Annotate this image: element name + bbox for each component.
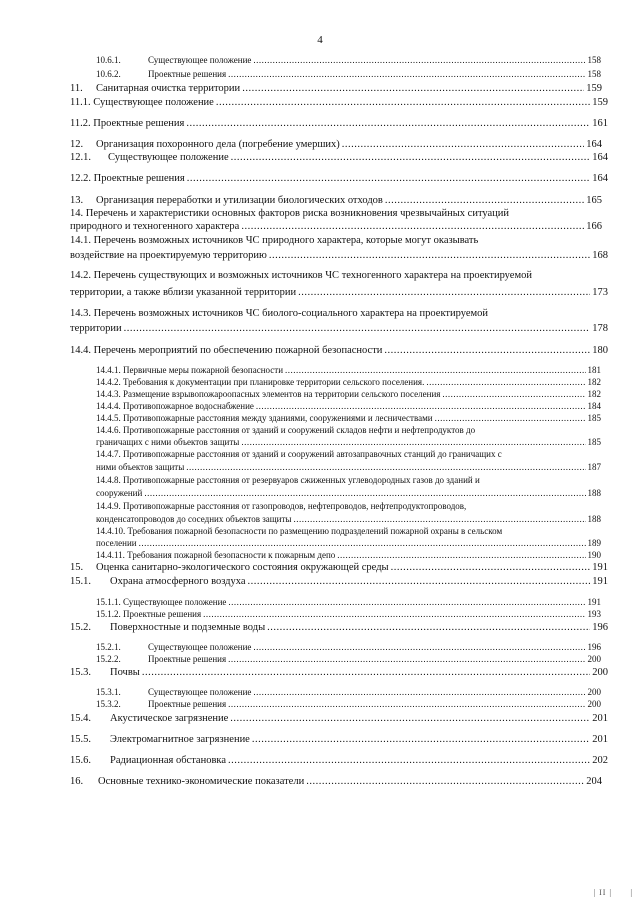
toc-entry-number: 15.3.2.	[96, 699, 121, 709]
toc-entry-page: 184	[587, 401, 601, 411]
toc-entry-title: воздействие на проектируемую территорию	[70, 250, 267, 261]
dot-leader	[241, 438, 585, 447]
toc-entry-14-1[interactable]	[70, 251, 608, 262]
dot-leader	[384, 346, 590, 357]
toc-entry-number: 15.2.	[70, 622, 91, 633]
toc-entry-title: Поверхностные и подземные воды	[110, 622, 266, 633]
toc-entry-page: 201	[592, 713, 608, 724]
toc-entry-number: 15.5.	[70, 734, 91, 745]
toc-entry-number: 15.	[70, 562, 84, 573]
toc-entry-14-3[interactable]	[70, 324, 608, 335]
toc-entry-15-2[interactable]	[70, 623, 608, 634]
toc-entry-15-2-1[interactable]	[96, 643, 601, 652]
toc-entry-title: Оценка санитарно-экологического состояния окружающей среды	[96, 562, 389, 573]
dot-leader	[253, 56, 585, 65]
toc-entry-title: ними объектов защиты	[96, 462, 185, 472]
toc-entry-14-4-11[interactable]	[96, 551, 601, 560]
toc-entry-page: 178	[592, 323, 608, 334]
dot-leader	[231, 153, 591, 164]
toc-entry-14-2[interactable]	[70, 288, 608, 299]
toc-entry-page: 168	[592, 250, 608, 261]
dot-leader	[442, 390, 585, 399]
toc-entry-page: 188	[587, 488, 601, 498]
toc-entry-12-1[interactable]	[70, 153, 608, 164]
dot-leader	[435, 414, 586, 423]
toc-entry-number: 15.4.	[70, 713, 91, 724]
toc-entry-15-2-2[interactable]	[96, 655, 601, 664]
toc-entry-page: 173	[592, 287, 608, 298]
toc-entry-page: 202	[592, 755, 608, 766]
toc-entry-12[interactable]	[70, 140, 602, 151]
toc-entry-page: 204	[586, 776, 602, 787]
toc-entry-number: 15.6.	[70, 755, 91, 766]
toc-entry-14-4-7[interactable]	[96, 463, 601, 472]
toc-entry-title: 14.4.3. Размещение взрывопожароопасных элементов на территории сельского поселения	[96, 389, 441, 399]
toc-entry-page: 185	[587, 413, 601, 423]
toc-entry-14-3-line1[interactable]: 14.3. Перечень возможных источников ЧС биолого-социального характера на проектируемой	[70, 308, 489, 319]
toc-entry-15-6[interactable]	[70, 756, 608, 767]
toc-entry-title: Радиационная обстановка	[110, 755, 227, 766]
toc-entry-number: 15.3.	[70, 667, 91, 678]
toc-entry-15[interactable]	[70, 563, 608, 574]
toc-entry-14-4-7-line1[interactable]: 14.4.7. Противопожарные расстояния от зданий и сооружений автозаправочных станций до граничащих с	[96, 449, 502, 459]
toc-entry-title: Основные технико-экономические показатели	[98, 776, 305, 787]
dot-leader	[228, 700, 585, 709]
toc-entry-14-4-6-line1[interactable]: 14.4.6. Противопожарные расстояния от зданий и сооружений складов нефти и нефтепродуктов до	[96, 425, 476, 435]
dot-leader	[298, 288, 590, 299]
dot-leader	[187, 174, 591, 185]
toc-entry-title: конденсатопроводов до соседних объектов защиты	[96, 514, 292, 524]
toc-entry-page: 200	[587, 654, 601, 664]
toc-entry-number: 16.	[70, 776, 84, 787]
toc-entry-14-1-line1[interactable]: 14.1. Перечень возможных источников ЧС природного характера, которые могут оказывать	[70, 235, 479, 246]
toc-entry-15-3-2[interactable]	[96, 700, 601, 709]
toc-entry-title: Организация похоронного дела (погребение умерших)	[96, 139, 340, 150]
toc-entry-12-2[interactable]	[70, 174, 608, 185]
dot-leader	[216, 98, 590, 109]
toc-entry-title: Существующее положение	[148, 642, 252, 652]
toc-entry-title: Существующее положение	[148, 55, 252, 65]
toc-entry-title: Проектные решения	[148, 69, 227, 79]
toc-entry-page: 191	[587, 597, 601, 607]
toc-entry-title: Существующее положение	[148, 687, 252, 697]
toc-entry-14-4-9[interactable]	[96, 515, 601, 524]
toc-entry-number: 15.3.1.	[96, 687, 121, 697]
toc-entry-title: 14.4.2. Требования к документации при планировке территории сельского поселения.	[96, 377, 425, 387]
dot-leader	[139, 539, 586, 548]
dot-leader	[228, 598, 585, 607]
dot-leader	[426, 378, 585, 387]
dot-leader	[230, 714, 590, 725]
page-number: 4	[317, 34, 323, 46]
toc-entry-title: 11.2. Проектные решения	[70, 118, 185, 129]
toc-entry-14-4-3[interactable]	[96, 390, 601, 399]
toc-entry-title: территории, а также вблизи указанной территории	[70, 287, 297, 298]
toc-entry-page: 159	[592, 97, 608, 108]
toc-entry-page: 200	[592, 667, 608, 678]
toc-entry-number: 10.6.2.	[96, 69, 121, 79]
toc-entry-title: сооружений	[96, 488, 143, 498]
dot-leader	[293, 515, 585, 524]
dot-leader	[228, 70, 585, 79]
dot-leader	[242, 84, 584, 95]
toc-entry-11[interactable]	[70, 84, 602, 95]
toc-entry-page: 189	[587, 538, 601, 548]
toc-entry-14-line1[interactable]: 14. Перечень и характеристики основных факторов риска возникновения чрезвычайных ситуаций	[70, 208, 510, 219]
scan-marks: | II |	[593, 888, 612, 897]
toc-entry-title: Организация переработки и утилизации биологических отходов	[96, 195, 383, 206]
toc-entry-title: Электромагнитное загрязнение	[110, 734, 250, 745]
toc-entry-14-4-4[interactable]	[96, 402, 601, 411]
dot-leader	[256, 402, 586, 411]
toc-entry-14-4-6[interactable]	[96, 438, 601, 447]
toc-entry-number: 11.	[70, 83, 83, 94]
toc-entry-number: 15.1.	[70, 576, 91, 587]
toc-entry-page: 182	[587, 389, 601, 399]
dot-leader	[267, 623, 590, 634]
toc-entry-10-6-1[interactable]	[96, 56, 601, 65]
dot-leader	[228, 756, 590, 767]
toc-entry-14-4-10[interactable]	[96, 539, 601, 548]
toc-entry-14-4[interactable]	[70, 346, 608, 357]
toc-entry-title: 14.4. Перечень мероприятий по обеспечению пожарной безопасности	[70, 345, 383, 356]
toc-entry-page: 196	[587, 642, 601, 652]
toc-entry-page: 161	[592, 118, 608, 129]
toc-entry-title: Проектные решения	[148, 654, 227, 664]
toc-entry-15-5[interactable]	[70, 735, 608, 746]
toc-entry-title: Санитарная очистка территории	[96, 83, 241, 94]
dot-leader	[228, 655, 585, 664]
toc-entry-10-6-2[interactable]	[96, 70, 601, 79]
toc-entry-14-2-line1[interactable]: 14.2. Перечень существующих и возможных источников ЧС техногенного характера на проектируемой	[70, 270, 532, 281]
dot-leader	[253, 643, 585, 652]
toc-entry-page: 164	[592, 173, 608, 184]
toc-entry-title: 15.1.1. Существующее положение	[96, 597, 227, 607]
toc-entry-title: Охрана атмосферного воздуха	[110, 576, 246, 587]
toc-entry-page: 201	[592, 734, 608, 745]
dot-leader	[252, 735, 590, 746]
toc-entry-page: 166	[586, 221, 602, 232]
toc-entry-title: 12.2. Проектные решения	[70, 173, 185, 184]
toc-entry-title: Проектные решения	[148, 699, 227, 709]
toc-entry-11-2[interactable]	[70, 119, 608, 130]
toc-entry-15-3-1[interactable]	[96, 688, 601, 697]
dot-leader	[144, 489, 585, 498]
toc-entry-15-1[interactable]	[70, 577, 608, 588]
dot-leader	[306, 777, 584, 788]
toc-entry-15-1-1[interactable]	[96, 598, 601, 607]
toc-entry-14-4-5[interactable]	[96, 414, 601, 423]
toc-entry-16[interactable]	[70, 777, 602, 788]
toc-entry-number: 12.	[70, 139, 84, 150]
toc-entry-number: 12.1.	[70, 152, 91, 163]
toc-entry-number: 15.2.1.	[96, 642, 121, 652]
toc-entry-title: 14.4.4. Противопожарное водоснабжение	[96, 401, 254, 411]
toc-entry-title: Акустическое загрязнение	[110, 713, 229, 724]
dot-leader	[337, 551, 585, 560]
toc-entry-14-4-2[interactable]	[96, 378, 601, 387]
dot-leader	[241, 222, 584, 233]
toc-entry-14[interactable]	[70, 222, 602, 233]
toc-entry-page: 196	[592, 622, 608, 633]
dot-leader	[342, 140, 584, 151]
dot-leader	[391, 563, 591, 574]
toc-entry-page: 193	[587, 609, 601, 619]
toc-entry-page: 182	[587, 377, 601, 387]
toc-entry-number: 13.	[70, 195, 84, 206]
toc-entry-page: 200	[587, 687, 601, 697]
toc-entry-14-4-10-line1[interactable]: 14.4.10. Требования пожарной безопасности по размещению подразделений пожарной охраны в сельском	[96, 526, 503, 536]
toc-entry-page: 187	[587, 462, 601, 472]
toc-entry-15-4[interactable]	[70, 714, 608, 725]
toc-entry-title: 15.1.2. Проектные решения	[96, 609, 202, 619]
toc-entry-page: 191	[592, 562, 608, 573]
toc-entry-page: 158	[587, 69, 601, 79]
toc-entry-14-4-8-line1[interactable]: 14.4.8. Противопожарные расстояния от резервуаров сжиженных углеводородных газов до зданий и	[96, 475, 480, 485]
toc-entry-title: 14.4.1. Первичные меры пожарной безопасности	[96, 365, 284, 375]
dot-leader	[203, 610, 585, 619]
toc-entry-page: 158	[587, 55, 601, 65]
toc-entry-13[interactable]	[70, 196, 602, 207]
dot-leader	[186, 119, 590, 130]
toc-entry-15-3[interactable]	[70, 668, 608, 679]
toc-entry-title: 14.4.11. Требования пожарной безопасности к пожарным депо	[96, 550, 336, 560]
toc-entry-page: 191	[592, 576, 608, 587]
dot-leader	[186, 463, 585, 472]
dot-leader	[248, 577, 591, 588]
dot-leader	[253, 688, 585, 697]
dot-leader	[142, 668, 590, 679]
toc-entry-title: Существующее положение	[108, 152, 229, 163]
toc-entry-page: 180	[592, 345, 608, 356]
toc-entry-page: 185	[587, 437, 601, 447]
toc-entry-14-4-8[interactable]	[96, 489, 601, 498]
toc-entry-page: 190	[587, 550, 601, 560]
toc-entry-title: Почвы	[110, 667, 140, 678]
toc-entry-title: поселении	[96, 538, 137, 548]
toc-entry-page: 164	[586, 139, 602, 150]
dot-leader	[269, 251, 590, 262]
toc-entry-number: 10.6.1.	[96, 55, 121, 65]
toc-entry-14-4-1[interactable]	[96, 366, 601, 375]
scan-marks-right: |	[630, 888, 632, 897]
toc-entry-page: 164	[592, 152, 608, 163]
toc-entry-number: 15.2.2.	[96, 654, 121, 664]
toc-entry-title: территории	[70, 323, 122, 334]
dot-leader	[285, 366, 585, 375]
toc-entry-15-1-2[interactable]	[96, 610, 601, 619]
toc-entry-page: 159	[586, 83, 602, 94]
toc-entry-page: 181	[587, 365, 601, 375]
toc-entry-14-4-9-line1[interactable]: 14.4.9. Противопожарные расстояния от газопроводов, нефтепроводов, нефтепродуктопроводов,	[96, 501, 467, 511]
toc-entry-title: граничащих с ними объектов защиты	[96, 437, 240, 447]
toc-entry-page: 200	[587, 699, 601, 709]
toc-entry-title: природного и техногенного характера	[70, 221, 240, 232]
dot-leader	[124, 324, 591, 335]
toc-entry-page: 188	[587, 514, 601, 524]
toc-entry-title: 14.4.5. Противопожарные расстояния между зданиями, сооружениями и лесничествами	[96, 413, 433, 423]
toc-entry-11-1[interactable]	[70, 98, 608, 109]
dot-leader	[385, 196, 584, 207]
toc-entry-page: 165	[586, 195, 602, 206]
toc-entry-title: 11.1. Существующее положение	[70, 97, 214, 108]
